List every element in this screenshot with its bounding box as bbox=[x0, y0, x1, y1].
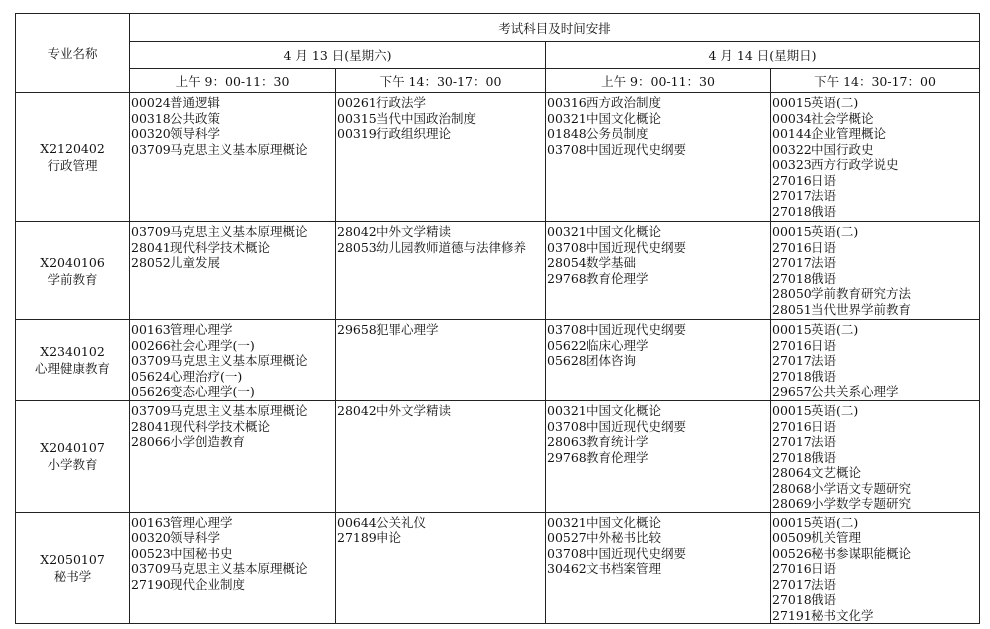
exam-slot-cell bbox=[771, 512, 980, 624]
major-code: X2340102 bbox=[40, 344, 105, 359]
course-code: 00015 bbox=[772, 403, 812, 418]
exam-slot-cell bbox=[771, 401, 980, 513]
course-code: 00509 bbox=[772, 530, 812, 545]
course-entry bbox=[772, 419, 979, 435]
course-name: 管理心理学 bbox=[170, 322, 233, 337]
course-name: 心理治疗(一) bbox=[170, 368, 243, 384]
course-name: 马克思主义基本原理概论 bbox=[170, 141, 308, 157]
course-name: 英语(二) bbox=[811, 403, 859, 418]
course-name: 英语(二) bbox=[811, 224, 859, 239]
day-header-2: 4 月 14 日(星期日) bbox=[546, 42, 980, 69]
course-entry bbox=[337, 126, 545, 142]
course-entry bbox=[131, 126, 335, 142]
course-entry bbox=[772, 496, 979, 512]
course-entry bbox=[772, 592, 979, 608]
course-entry bbox=[547, 338, 770, 354]
course-code: 27018 bbox=[772, 449, 812, 465]
course-code: 03709 bbox=[131, 561, 171, 576]
course-entry bbox=[772, 403, 979, 419]
major-cell bbox=[16, 512, 130, 624]
course-entry bbox=[131, 434, 335, 450]
exam-slot-cell bbox=[546, 320, 771, 401]
course-entry bbox=[772, 271, 979, 287]
course-code: 00015 bbox=[772, 224, 812, 239]
course-entry bbox=[547, 403, 770, 419]
course-code: 00015 bbox=[772, 322, 812, 337]
course-entry bbox=[772, 577, 979, 593]
course-code: 28050 bbox=[772, 286, 812, 301]
exam-schedule-table bbox=[15, 13, 980, 624]
course-code: 00163 bbox=[131, 514, 171, 530]
course-entry bbox=[131, 546, 335, 562]
course-code: 00316 bbox=[547, 95, 587, 110]
course-entry bbox=[772, 481, 979, 497]
course-entry bbox=[337, 322, 545, 338]
course-name: 日语 bbox=[811, 239, 837, 255]
major-title: 心理健康教育 bbox=[34, 361, 110, 376]
course-name: 领导科学 bbox=[170, 126, 221, 141]
course-entry bbox=[772, 353, 979, 369]
course-code: 05626 bbox=[131, 384, 171, 399]
course-code: 03708 bbox=[547, 239, 587, 255]
course-name: 英语(二) bbox=[811, 514, 859, 530]
course-name: 数学基础 bbox=[586, 255, 637, 270]
course-code: 00526 bbox=[772, 545, 812, 561]
course-name: 俄语 bbox=[811, 592, 837, 607]
course-entry bbox=[131, 255, 335, 271]
course-code: 28041 bbox=[131, 418, 171, 434]
course-name: 英语(二) bbox=[811, 322, 859, 337]
course-code: 27017 bbox=[772, 434, 812, 449]
course-name: 行政组织理论 bbox=[376, 126, 452, 141]
course-name: 中国文化概论 bbox=[586, 403, 662, 418]
course-name: 中外文学精读 bbox=[376, 224, 452, 239]
course-entry bbox=[772, 111, 979, 127]
course-code: 29768 bbox=[547, 270, 587, 286]
course-entry bbox=[547, 515, 770, 531]
course-name: 变态心理学(一) bbox=[170, 384, 255, 399]
course-code: 27017 bbox=[772, 353, 812, 368]
course-code: 27016 bbox=[772, 418, 812, 434]
course-code: 00318 bbox=[131, 110, 171, 126]
exam-slot-cell bbox=[130, 320, 336, 401]
course-code: 00321 bbox=[547, 514, 587, 530]
course-name: 法语 bbox=[811, 576, 837, 592]
course-name: 行政法学 bbox=[376, 95, 427, 110]
course-entry bbox=[337, 530, 545, 546]
exam-slot-cell bbox=[336, 93, 546, 222]
course-name: 小学创造教育 bbox=[170, 434, 246, 449]
course-code: 00322 bbox=[772, 141, 812, 157]
course-name: 企业管理概论 bbox=[811, 126, 887, 141]
course-code: 00261 bbox=[337, 95, 377, 110]
course-code: 27189 bbox=[337, 530, 377, 545]
table-row bbox=[16, 512, 980, 624]
course-name: 中外文学精读 bbox=[376, 403, 452, 418]
exam-slot-cell bbox=[130, 512, 336, 624]
course-name: 机关管理 bbox=[811, 530, 862, 545]
course-code: 28042 bbox=[337, 403, 377, 418]
course-entry bbox=[131, 322, 335, 338]
course-name: 申论 bbox=[376, 530, 402, 545]
course-code: 28051 bbox=[772, 301, 812, 317]
course-code: 28042 bbox=[337, 224, 377, 239]
course-entry bbox=[772, 608, 979, 624]
table-row bbox=[16, 222, 980, 320]
course-entry bbox=[131, 353, 335, 369]
course-code: 03708 bbox=[547, 545, 587, 561]
course-entry bbox=[772, 561, 979, 577]
course-code: 00644 bbox=[337, 514, 377, 530]
course-name: 中外秘书比较 bbox=[586, 530, 662, 545]
course-name: 日语 bbox=[811, 561, 837, 576]
course-name: 中国近现代史纲要 bbox=[586, 239, 687, 255]
course-name: 中国文化概论 bbox=[586, 224, 662, 239]
exam-slot-cell bbox=[130, 401, 336, 513]
course-name: 管理心理学 bbox=[170, 514, 233, 530]
course-name: 中国近现代史纲要 bbox=[586, 545, 687, 561]
course-name: 教育伦理学 bbox=[586, 270, 649, 286]
course-code: 27018 bbox=[772, 203, 812, 219]
course-entry bbox=[547, 434, 770, 450]
course-code: 03709 bbox=[131, 353, 171, 368]
course-code: 27190 bbox=[131, 576, 171, 592]
course-name: 公务员制度 bbox=[586, 126, 649, 141]
major-code: X2050107 bbox=[40, 551, 105, 567]
course-code: 03708 bbox=[547, 418, 587, 434]
course-code: 00163 bbox=[131, 322, 171, 337]
course-name: 公共政策 bbox=[170, 110, 221, 126]
course-name: 团体咨询 bbox=[586, 353, 637, 368]
table-row bbox=[16, 401, 980, 513]
course-entry bbox=[547, 450, 770, 466]
course-entry bbox=[547, 353, 770, 369]
course-code: 27018 bbox=[772, 592, 812, 607]
course-code: 00320 bbox=[131, 126, 171, 141]
course-entry bbox=[131, 240, 335, 256]
course-entry bbox=[131, 515, 335, 531]
course-code: 29768 bbox=[547, 449, 587, 465]
course-name: 日语 bbox=[811, 172, 837, 188]
course-entry bbox=[547, 255, 770, 271]
exam-slot-cell bbox=[130, 222, 336, 320]
course-entry bbox=[547, 419, 770, 435]
course-entry bbox=[131, 419, 335, 435]
course-name: 秘书文化学 bbox=[811, 607, 874, 623]
major-title: 行政管理 bbox=[47, 158, 98, 173]
course-name: 现代科学技术概论 bbox=[170, 418, 271, 434]
course-entry bbox=[772, 546, 979, 562]
course-name: 社会学概论 bbox=[811, 110, 874, 126]
table-row bbox=[16, 93, 980, 222]
major-cell bbox=[16, 401, 130, 513]
course-entry bbox=[772, 240, 979, 256]
course-name: 马克思主义基本原理概论 bbox=[170, 353, 308, 368]
exam-slot-cell bbox=[546, 512, 771, 624]
exam-slot-cell bbox=[336, 320, 546, 401]
course-name: 犯罪心理学 bbox=[376, 322, 439, 337]
course-entry bbox=[547, 224, 770, 240]
session-header: 上午 9：00-11：30 bbox=[130, 69, 336, 93]
course-entry bbox=[772, 369, 979, 385]
course-code: 28052 bbox=[131, 255, 171, 270]
course-name: 法语 bbox=[811, 353, 837, 368]
course-name: 法语 bbox=[811, 188, 837, 203]
course-name: 中国秘书史 bbox=[170, 545, 233, 561]
course-entry bbox=[772, 204, 979, 220]
schedule-title: 考试科目及时间安排 bbox=[130, 14, 980, 42]
course-name: 俄语 bbox=[811, 368, 837, 384]
course-entry bbox=[131, 577, 335, 593]
course-code: 27018 bbox=[772, 270, 812, 286]
course-entry bbox=[772, 322, 979, 338]
course-code: 28068 bbox=[772, 480, 812, 496]
course-name: 俄语 bbox=[811, 270, 837, 286]
course-entry bbox=[772, 434, 979, 450]
course-code: 00315 bbox=[337, 110, 377, 126]
course-name: 马克思主义基本原理概论 bbox=[170, 224, 308, 239]
course-entry bbox=[131, 369, 335, 385]
exam-slot-cell bbox=[546, 401, 771, 513]
course-entry bbox=[772, 286, 979, 302]
course-name: 公共关系心理学 bbox=[811, 384, 899, 399]
course-name: 英语(二) bbox=[811, 95, 859, 110]
course-code: 27017 bbox=[772, 188, 812, 203]
course-code: 03709 bbox=[131, 403, 171, 418]
course-entry bbox=[131, 384, 335, 400]
course-name: 小学数学专题研究 bbox=[811, 496, 912, 511]
course-name: 中国近现代史纲要 bbox=[586, 418, 687, 434]
course-entry bbox=[337, 403, 545, 419]
course-name: 文书档案管理 bbox=[586, 561, 662, 576]
course-name: 儿童发展 bbox=[170, 255, 221, 270]
course-entry bbox=[131, 111, 335, 127]
course-entry bbox=[772, 530, 979, 546]
course-code: 03709 bbox=[131, 224, 171, 239]
course-name: 幼儿园教师道德与法律修养 bbox=[376, 239, 527, 255]
course-name: 法语 bbox=[811, 434, 837, 449]
course-entry bbox=[131, 224, 335, 240]
course-entry bbox=[547, 546, 770, 562]
major-code: X2040107 bbox=[40, 440, 105, 456]
course-code: 27016 bbox=[772, 337, 812, 353]
course-code: 00323 bbox=[772, 157, 812, 172]
course-code: 00321 bbox=[547, 403, 587, 418]
exam-slot-cell bbox=[336, 512, 546, 624]
exam-slot-cell bbox=[130, 93, 336, 222]
course-code: 05624 bbox=[131, 368, 171, 384]
course-name: 学前教育研究方法 bbox=[811, 286, 912, 301]
major-cell bbox=[16, 320, 130, 401]
course-entry bbox=[772, 173, 979, 189]
course-entry bbox=[772, 515, 979, 531]
course-name: 中国文化概论 bbox=[586, 110, 662, 126]
session-header: 下午 14：30-17：00 bbox=[771, 69, 980, 93]
course-entry bbox=[337, 515, 545, 531]
major-title: 学前教育 bbox=[47, 271, 98, 287]
course-entry bbox=[772, 142, 979, 158]
exam-slot-cell bbox=[336, 401, 546, 513]
exam-slot-cell bbox=[771, 320, 980, 401]
course-code: 29658 bbox=[337, 322, 377, 337]
course-code: 03709 bbox=[131, 141, 171, 157]
course-entry bbox=[772, 126, 979, 142]
course-name: 普通逻辑 bbox=[170, 95, 221, 110]
course-entry bbox=[131, 142, 335, 158]
course-code: 00144 bbox=[772, 126, 812, 141]
course-code: 28054 bbox=[547, 255, 587, 270]
course-entry bbox=[772, 465, 979, 481]
course-name: 西方政治制度 bbox=[586, 95, 662, 110]
course-code: 27018 bbox=[772, 368, 812, 384]
course-name: 当代世界学前教育 bbox=[811, 301, 912, 317]
course-entry bbox=[547, 530, 770, 546]
course-code: 27017 bbox=[772, 576, 812, 592]
major-name-header: 专业名称 bbox=[16, 14, 130, 93]
course-code: 30462 bbox=[547, 561, 587, 576]
course-name: 当代中国政治制度 bbox=[376, 110, 477, 126]
day-header-1: 4 月 13 日(星期六) bbox=[130, 42, 546, 69]
course-name: 领导科学 bbox=[170, 530, 221, 545]
course-code: 00527 bbox=[547, 530, 587, 545]
course-code: 00266 bbox=[131, 337, 171, 353]
course-entry bbox=[547, 271, 770, 287]
course-code: 05628 bbox=[547, 353, 587, 368]
course-entry bbox=[337, 240, 545, 256]
course-name: 中国近现代史纲要 bbox=[586, 141, 687, 157]
course-name: 中国行政史 bbox=[811, 141, 874, 157]
course-entry bbox=[772, 157, 979, 173]
course-name: 日语 bbox=[811, 418, 837, 434]
course-entry bbox=[772, 384, 979, 400]
course-name: 社会心理学(一) bbox=[170, 337, 255, 353]
course-entry bbox=[772, 255, 979, 271]
course-entry bbox=[772, 224, 979, 240]
course-entry bbox=[131, 338, 335, 354]
course-name: 俄语 bbox=[811, 203, 837, 219]
course-code: 00015 bbox=[772, 514, 812, 530]
course-name: 小学语文专题研究 bbox=[811, 480, 912, 496]
course-code: 03708 bbox=[547, 322, 587, 337]
course-code: 28069 bbox=[772, 496, 812, 511]
course-name: 现代科学技术概论 bbox=[170, 239, 271, 255]
course-entry bbox=[547, 142, 770, 158]
course-code: 00523 bbox=[131, 545, 171, 561]
major-cell bbox=[16, 222, 130, 320]
course-name: 秘书参谋职能概论 bbox=[811, 545, 912, 561]
course-name: 临床心理学 bbox=[586, 337, 649, 353]
exam-slot-cell bbox=[546, 222, 771, 320]
major-cell bbox=[16, 93, 130, 222]
course-code: 27191 bbox=[772, 607, 812, 623]
course-code: 27016 bbox=[772, 239, 812, 255]
course-code: 00320 bbox=[131, 530, 171, 545]
course-code: 00321 bbox=[547, 224, 587, 239]
exam-slot-cell bbox=[771, 222, 980, 320]
course-entry bbox=[772, 338, 979, 354]
course-name: 现代企业制度 bbox=[170, 576, 246, 592]
session-header: 下午 14：30-17：00 bbox=[336, 69, 546, 93]
course-name: 日语 bbox=[811, 337, 837, 353]
course-name: 俄语 bbox=[811, 449, 837, 465]
course-name: 中国近现代史纲要 bbox=[586, 322, 687, 337]
course-code: 28041 bbox=[131, 239, 171, 255]
course-name: 法语 bbox=[811, 255, 837, 270]
course-name: 文艺概论 bbox=[811, 465, 862, 480]
course-code: 29657 bbox=[772, 384, 812, 399]
course-entry bbox=[131, 561, 335, 577]
course-code: 27016 bbox=[772, 561, 812, 576]
session-header: 上午 9：00-11：30 bbox=[546, 69, 771, 93]
course-code: 00034 bbox=[772, 110, 812, 126]
course-name: 西方行政学说史 bbox=[811, 157, 899, 172]
course-entry bbox=[547, 240, 770, 256]
course-code: 28066 bbox=[131, 434, 171, 449]
course-name: 教育伦理学 bbox=[586, 449, 649, 465]
course-entry bbox=[131, 403, 335, 419]
major-title: 小学教育 bbox=[47, 457, 98, 473]
course-entry bbox=[547, 111, 770, 127]
course-entry bbox=[547, 95, 770, 111]
course-name: 马克思主义基本原理概论 bbox=[170, 403, 308, 418]
course-name: 教育统计学 bbox=[586, 434, 649, 449]
course-code: 00319 bbox=[337, 126, 377, 141]
course-code: 27017 bbox=[772, 255, 812, 270]
course-entry bbox=[772, 95, 979, 111]
course-entry bbox=[547, 561, 770, 577]
course-name: 马克思主义基本原理概论 bbox=[170, 561, 308, 576]
course-entry bbox=[337, 95, 545, 111]
major-title: 秘书学 bbox=[53, 568, 92, 584]
course-code: 05622 bbox=[547, 337, 587, 353]
course-code: 00024 bbox=[131, 95, 171, 110]
course-entry bbox=[772, 302, 979, 318]
course-code: 00015 bbox=[772, 95, 812, 110]
course-entry bbox=[337, 111, 545, 127]
course-code: 00321 bbox=[547, 110, 587, 126]
course-name: 中国文化概论 bbox=[586, 514, 662, 530]
course-entry bbox=[547, 322, 770, 338]
course-entry bbox=[772, 450, 979, 466]
course-code: 28053 bbox=[337, 239, 377, 255]
course-code: 01848 bbox=[547, 126, 587, 141]
exam-slot-cell bbox=[546, 93, 771, 222]
course-entry bbox=[337, 224, 545, 240]
major-code: X2120402 bbox=[40, 141, 105, 156]
major-code: X2040106 bbox=[40, 254, 105, 270]
table-row bbox=[16, 320, 980, 401]
course-entry bbox=[547, 126, 770, 142]
course-code: 27016 bbox=[772, 172, 812, 188]
course-code: 03708 bbox=[547, 141, 587, 157]
course-entry bbox=[131, 530, 335, 546]
course-code: 28064 bbox=[772, 465, 812, 480]
course-code: 28063 bbox=[547, 434, 587, 449]
exam-slot-cell bbox=[336, 222, 546, 320]
course-entry bbox=[772, 188, 979, 204]
course-entry bbox=[131, 95, 335, 111]
course-name: 公关礼仪 bbox=[376, 514, 427, 530]
exam-slot-cell bbox=[771, 93, 980, 222]
